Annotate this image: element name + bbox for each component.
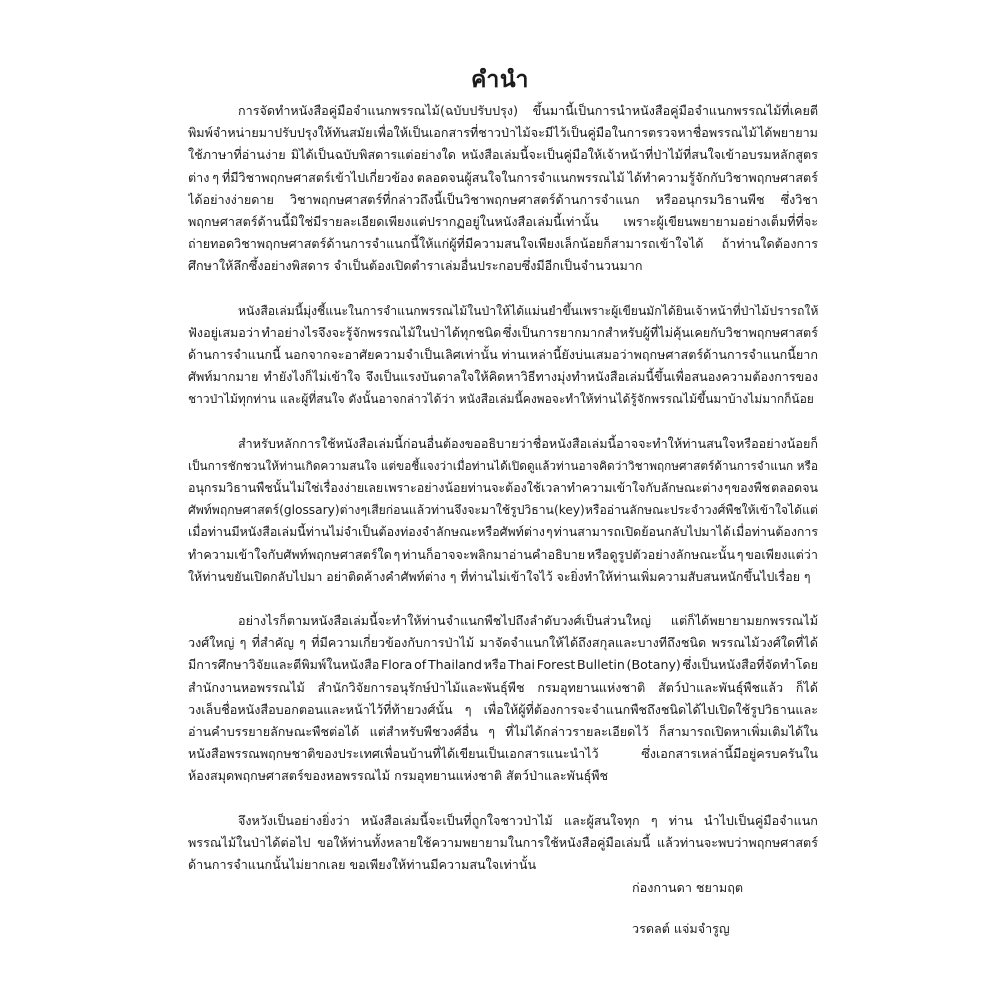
paragraph-line: ได้อย่างง่ายดาย วิชาพฤกษศาสตร์ที่กล่าวถึงนี้เป็นวิชาพฤกษศาสตร์ด้านการจำแนก หรืออนุกรมวิธานพืช ซึ่งวิชา [188,191,818,207]
paragraph-line: ศึกษาให้ลึกซึ้งอย่างพิสดาร จำเป็นต้องเปิดตำราเล่มอื่นประกอบซึ่งมีอีกเป็นจำนวนมาก [188,258,643,274]
paragraph-line: พรรณไม้ในป่าได้ต่อไป ขอให้ท่านทั้งหลายใช้ความพยายามในการใช้หนังสือคู่มือเล่มนี้ แล้วท่านจะพบว่าพฤกษศาสตร์ [188,834,818,850]
paragraph [188,433,818,588]
paragraph-line: จึงหวังเป็นอย่างยิ่งว่า หนังสือเล่มนี้จะเป็นที่ถูกใจชาวป่าไม้ และผู้สนใจทุก ๆ ท่าน นำไปเป็นคู่มือจำแนก [238,812,818,828]
paragraph-line: สำนักงานหอพรรณไม้ สำนักวิจัยการอนุรักษ์ป่าไม้และพันธุ์พืช กรมอุทยานแห่งชาติ สัตว์ป่าและพันธุ์พืชแล้ว ก็ได้ [188,679,818,695]
paragraph-line: ฟังอยู่เสมอว่า ทำอย่างไรจึงจะรู้จักพรรณไม้ในป่าได้ทุกชนิด ซึ่งเป็นการยากมากสำหรับผู้ที่ไม่คุ้นเคยกับวิชาพฤกษศาสตร์ [188,324,818,340]
paragraph-line: อย่างไรก็ตามหนังสือเล่มนี้จะทำให้ท่านจำแนกพืชไปถึงลำดับวงศ์เป็นส่วนใหญ่ แต่ก็ได้พยายามยกพรรณไม้ [238,613,818,629]
paragraph-line: อ่านคำบรรยายลักษณะพืชต่อได้ แต่สำหรับพืชวงศ์อื่น ๆ ที่ไม่ได้กล่าวรายละเอียดไว้ ก็สามารถเปิดหาเพิ่มเติมได้ใน [188,724,818,740]
paragraph-line: ถ่ายทอดวิชาพฤกษศาสตร์ด้านการจำแนกนี้ให้แก่ผู้ที่มีความสนใจเพียงเล็กน้อยก็สามารถเข้าใจได้ ถ้าท่านใดต้องการ [188,236,818,252]
paragraph-line: มีการศึกษาวิจัยและตีพิมพ์ในหนังสือ Flora of Thailand หรือ Thai Forest Bulletin (Botany) ซึ่งเป็นหนังสือที่จัดทำโดย [188,657,818,673]
paragraph-line: ศัพท์พฤกษศาสตร์(glossary) ต่าง ๆ เสียก่อน แล้วท่านจึงจะมาใช้รูปวิธาน (key) หรืออ่านลักษณะประจำวงศ์พืชให้เข้าใจได้ แต่ [188,503,818,518]
paragraph-line: ทำความเข้าใจกับศัพท์พฤกษศาสตร์ใด ๆ ท่านก็อาจจะพลิกมาอ่านคำอธิบาย หรือดูรูปตัวอย่างลักษณะนั้น ๆ ขอเพียงแต่ว่า [188,546,818,562]
preface-body [188,100,818,898]
paragraph-line: อนุกรมวิธานพืชนั้น ไม่ใช่เรื่องง่ายเลย เพราะอย่างน้อยท่านจะต้องใช้เวลาทำความเข้าใจกับลักษณะต่าง ๆ ของพืช ตลอดจน [188,480,818,496]
paragraph-line: พิมพ์จำหน่ายมาปรับปรุงให้ทันสมัย เพื่อให้เป็นเอกสารที่ชาวป่าไม้จะมีไว้เป็นคู่มือในการตรวจหาชื่อพรรณไม้ ได้พยายาม [188,125,818,141]
paragraph-line: ชาวป่าไม้ทุกท่าน และผู้ที่สนใจ ดังนั้นอาจกล่าวได้ว่า หนังสือเล่มนี้คงพอจะทำให้ท่านได้รู้จักพรรณไม้ขึ้นมาบ้างไม่มากก็น้อย [188,392,814,407]
author-name-1: ก่องกานดา ชยามฤต [632,880,744,895]
paragraph [188,300,818,411]
paragraph [188,100,818,278]
paragraph-line: พฤกษศาสตร์ด้านนี้มิใช่มีรายละเอียดเพียงแต่ปรากฏอยู่ในหนังสือเล่มนี้เท่านั้น เพราะผู้เขียนพยายามอย่างเต็มที่ที่จะ [188,214,818,230]
paragraph-line: ด้านการจำแนกนั้นไม่ยากเลย ขอเพียงให้ท่านมีความสนใจเท่านั้น [188,857,537,873]
paragraph [188,610,818,788]
paragraph-line: ต่าง ๆ ที่มีวิชาพฤกษศาสตร์เข้าไปเกี่ยวข้อง ตลอดจนผู้สนใจในการจำแนกพรรณไม้ ได้ทำความรู้จักกับวิชาพฤกษศาสตร์ [188,169,818,185]
paragraph-line: ให้ท่านขยันเปิดกลับไปมา อย่าติดค้างคำศัพท์ต่าง ๆ ที่ท่านไม่เข้าใจไว้ จะยิ่งทำให้ท่านเพิ่มความสับสนหนักขึ้นไปเรื่อย ๆ [188,568,811,584]
paragraph-line: สำหรับหลักการใช้หนังสือเล่มนี้ก่อนอื่นต้องขออธิบายว่า ชื่อหนังสือเล่มนี้อาจจะทำให้ท่านสนใจ หรืออย่างน้อยก็ [238,435,818,451]
paragraph-line: หนังสือเล่มนี้มุ่งชี้แนะในการจำแนกพรรณไม้ในป่าให้ได้แม่นยำขึ้น เพราะผู้เขียนมักได้ยินเจ้าหน้าที่ป่าไม้ปรารถให้ [238,303,818,318]
paragraph [188,810,818,877]
paragraph-line: วงศ์ใหญ่ ๆ ที่สำคัญ ๆ ที่มีความเกี่ยวข้องกับการป่าไม้ มาจัดจำแนกให้ได้ถึงสกุลและบางทีถึงชนิด พรรณไม้วงศ์ใดที่ได้ [188,635,818,651]
paragraph-line: ใช้ภาษาที่อ่านง่าย มิได้เป็นฉบับพิสดารแต่อย่างใด หนังสือเล่มนี้จะเป็นคู่มือให้เจ้าหน้าที่ป่าไม้ที่สนใจเข้าอบรมหลักสูตร [188,147,818,163]
paragraph-line: เป็นการชักชวนให้ท่านเกิดความสนใจ แต่ขอชี้แจงว่าเมื่อท่านได้เปิดดูแล้วท่านอาจคิดว่าวิชาพฤกษศาสตร์ด้านการจำแนก หรือ [188,458,818,473]
paragraph-line: เมื่อท่านมีหนังสือเล่มนี้ท่านไม่จำเป็นต้องท่องจำลักษณะหรือศัพท์ต่าง ๆ ท่านสามารถเปิดย้อนกลับไปมาได้ เมื่อท่านต้องการ [188,524,818,540]
paragraph-line: ห้องสมุดพฤกษศาสตร์ของหอพรรณไม้ กรมอุทยานแห่งชาติ สัตว์ป่าและพันธุ์พืช [188,768,609,784]
page-title: คำนำ [471,67,529,93]
author-name-2: วรดลต์ แจ่มจำรูญ [632,921,730,936]
paragraph-line: วงเล็บชื่อหนังสือบอกตอนและหน้าไว้ที่ท้ายวงศ์นั้น ๆ เพื่อให้ผู้ที่ต้องการจะจำแนกพืชถึงชนิดได้ไปเปิดใช้รูปวิธานและ [188,701,818,717]
paragraph-line: ศัพท์มากมาย ทำยังไงก็ไม่เข้าใจ จึงเป็นแรงบันดาลใจให้คิดหาวิธีทางมุ่งทำหนังสือเล่มนี้ขึ้นเพื่อสนองความต้องการของ [188,369,818,385]
paragraph-line: หนังสือพรรณพฤกษชาติของประเทศเพื่อนบ้านที่ได้เขียนเป็นเอกสารแนะนำไว้ ซึ่งเอกสารเหล่านี้มีอยู่ครบครันใน [188,746,818,762]
paragraph-line: การจัดทำหนังสือคู่มือจำแนกพรรณไม้(ฉบับปรับปรุง) ขึ้นมานี้เป็นการนำหนังสือคู่มือจำแนกพรรณไม้ที่เคยตี [238,103,818,118]
paragraph-line: ด้านการจำแนกนี้ นอกจากจะอาศัยความจำเป็นเลิศเท่านั้น ท่านเหล่านี้ยังบ่นเสมอว่าพฤกษศาสตร์ด้านการจำแนกนี้ยาก [188,347,818,363]
